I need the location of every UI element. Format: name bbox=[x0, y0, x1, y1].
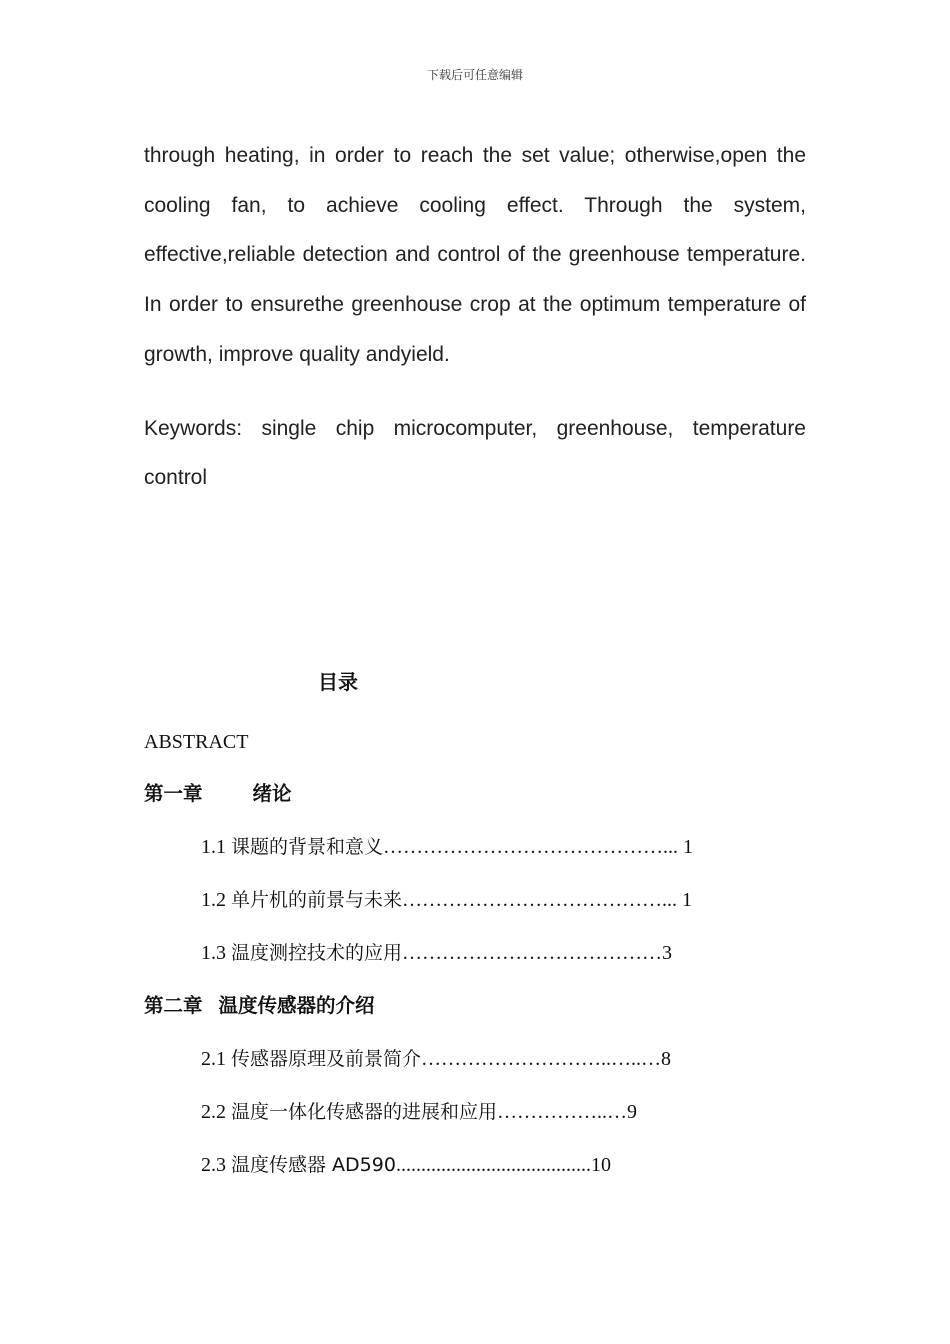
entry-title: 温度测控技术的应用 bbox=[231, 942, 403, 964]
toc-chapter-1[interactable] bbox=[144, 776, 844, 829]
entry-number: 2.1 bbox=[201, 1048, 226, 1070]
toc-entry-2-3[interactable] bbox=[144, 1147, 844, 1200]
entry-number: 1.2 bbox=[201, 889, 226, 911]
toc-entry-2-1[interactable] bbox=[144, 1041, 844, 1094]
abstract-body bbox=[144, 131, 806, 503]
entry-title: 温度传感器 AD590 bbox=[231, 1154, 396, 1176]
chapter-number: 第二章 bbox=[144, 994, 203, 1017]
toc-entry-1-2[interactable] bbox=[144, 882, 844, 935]
table-of-contents bbox=[144, 724, 844, 1200]
entry-number: 1.3 bbox=[201, 942, 226, 964]
chapter-title: 温度传感器的介绍 bbox=[218, 994, 375, 1017]
entry-number: 2.3 bbox=[201, 1154, 226, 1176]
chapter-number: 第一章 bbox=[144, 782, 203, 805]
entry-leader-page: ………………………..…..…8 bbox=[421, 1048, 672, 1070]
entry-title: 课题的背景和意义 bbox=[231, 836, 384, 858]
entry-number: 1.1 bbox=[201, 836, 226, 858]
entry-leader-page: …………………………………3 bbox=[402, 942, 673, 964]
entry-title: 单片机的前景与未来 bbox=[231, 889, 403, 911]
keywords-line: Keywords: single chip microcomputer, greenhouse, temperature control bbox=[144, 416, 806, 490]
toc-chapter-2[interactable] bbox=[144, 988, 844, 1041]
entry-leader-page: ……………………………………... 1 bbox=[383, 836, 694, 858]
entry-title: 传感器原理及前景简介 bbox=[231, 1048, 422, 1070]
entry-title: 温度一体化传感器的进展和应用 bbox=[231, 1101, 498, 1123]
entry-number: 2.2 bbox=[201, 1101, 226, 1123]
chapter-title: 绪论 bbox=[252, 782, 292, 805]
toc-abstract[interactable]: ABSTRACT bbox=[144, 731, 249, 753]
toc-title: 目录 bbox=[318, 670, 358, 694]
toc-entry-1-3[interactable] bbox=[144, 935, 844, 988]
page-header: 下载后可任意编辑 bbox=[426, 68, 523, 82]
toc-entry-1-1[interactable] bbox=[144, 829, 844, 882]
entry-leader-page: …………………………………... 1 bbox=[402, 889, 693, 911]
abstract-paragraph: through heating, in order to reach the set value; otherwise,open the cooling fan, to achieve cooling effect. Through the system, effective,reliable detection and control of the greenhouse temperature. In order to ensurethe greenhouse crop at the optimum temperature of growth, improve quality andyield. bbox=[144, 144, 806, 366]
toc-entry-2-2[interactable] bbox=[144, 1094, 844, 1147]
entry-leader-page: ……………..…9 bbox=[497, 1101, 638, 1123]
entry-leader-page: .......................................10 bbox=[395, 1154, 611, 1176]
